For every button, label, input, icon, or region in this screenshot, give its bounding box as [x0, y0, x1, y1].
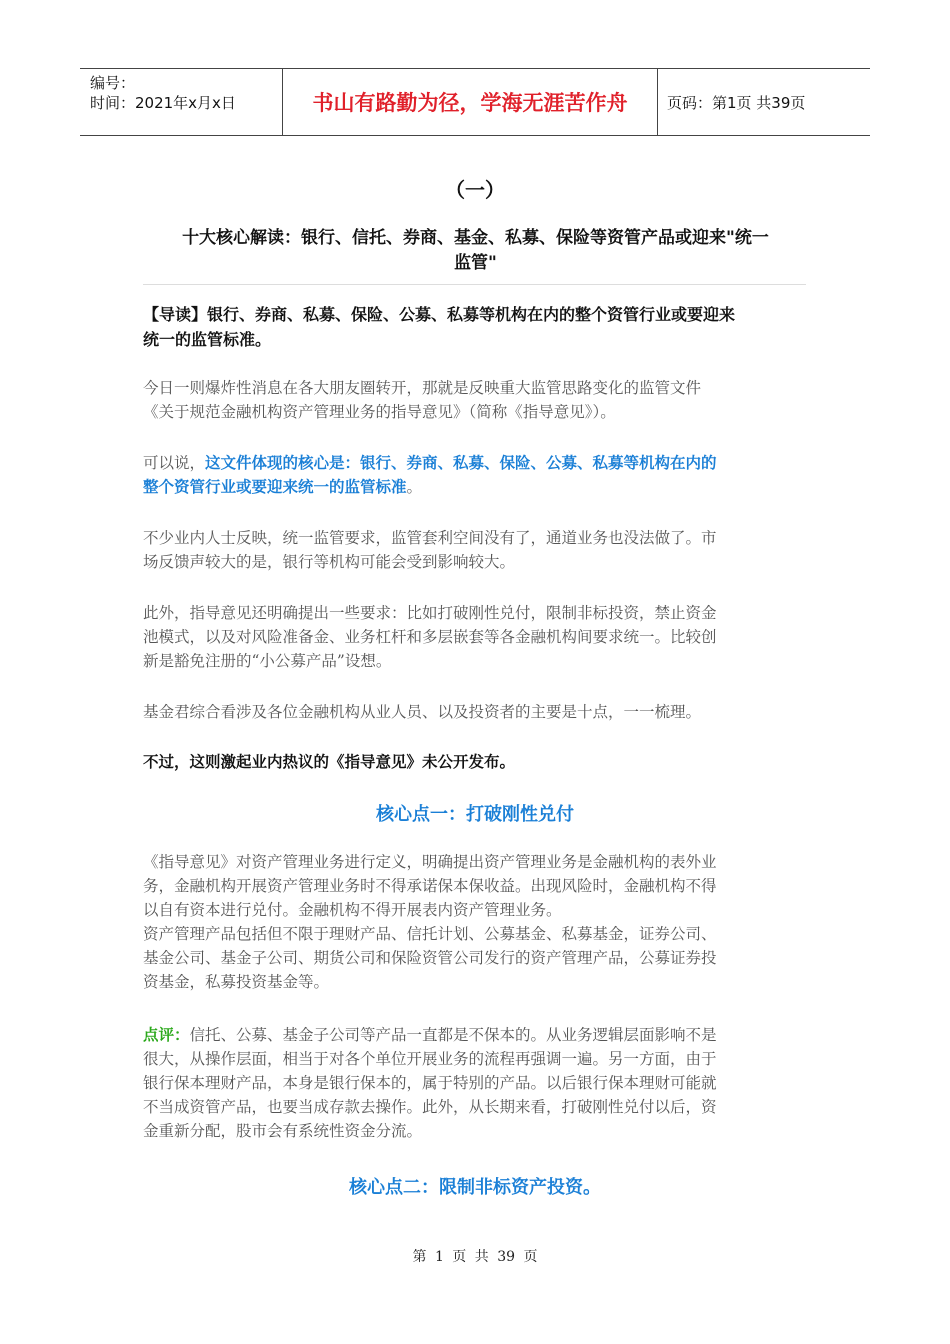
- header-meta: [80, 69, 282, 135]
- p8-line-1: [143, 1023, 808, 1047]
- p8-line-5: 金重新分配，股市会有系统性资金分流。: [143, 1122, 423, 1140]
- title-line-2: 监管": [454, 253, 497, 273]
- p2-highlight-2: 整个资管行业或要迎来统一的监管标准: [143, 478, 407, 496]
- section-label: （一）: [445, 178, 505, 202]
- number-label: 编号：: [90, 74, 136, 92]
- p8-line-4: 不当成资管产品，也要当成存款去操作。此外，从长期来看，打破刚性兑付以后，资: [143, 1098, 717, 1116]
- paragraph-2: [143, 451, 808, 499]
- p1-line-2: 《关于规范金融机构资产管理业务的指导意见》（简称《指导意见》）。: [143, 403, 616, 421]
- lead-line-2: 统一的监管标准。: [143, 330, 272, 349]
- page-header: [80, 68, 870, 136]
- paragraph-7: [143, 850, 808, 994]
- paragraph-4: [143, 601, 808, 673]
- lead-line-1: 【导读】银行、券商、私募、保险、公募、私募等机构在内的整个资管行业或要迎来: [143, 305, 736, 324]
- comment-label: 点评：: [143, 1026, 190, 1044]
- p1-line-1: 今日一则爆炸性消息在各大朋友圈转开，那就是反映重大监管思路变化的监管文件: [143, 379, 702, 397]
- header-motto: 书山有路勤为径，学海无涯苦作舟: [282, 69, 658, 135]
- paragraph-1: [143, 376, 808, 424]
- p4-line-3: 新是豁免注册的“小公募产品”设想。: [143, 652, 392, 670]
- paragraph-8: [143, 1023, 808, 1143]
- p2-suffix: 。: [406, 478, 423, 496]
- p8-line-2: 很大，从操作层面，相当于对各个单位开展业务的流程再强调一遍。另一方面，由于: [143, 1050, 717, 1068]
- p2-line-2: [143, 475, 808, 499]
- page-footer: 第 1 页 共 39 页: [412, 1249, 538, 1265]
- p2-prefix: 可以说，: [143, 454, 206, 472]
- heading-core-point-1: 核心点一：打破刚性兑付: [376, 804, 574, 825]
- paragraph-6: 不过，这则激起业内热议的《指导意见》未公开发布。: [143, 753, 516, 771]
- p4-line-1: 此外，指导意见还明确提出一些要求：比如打破刚性兑付，限制非标投资，禁止资金: [143, 604, 717, 622]
- heading-core-point-2: 核心点二：限制非标资产投资。: [349, 1177, 601, 1198]
- paragraph-5: 基金君综合看涉及各位金融机构从业人员、以及投资者的主要是十点，一一梳理。: [143, 703, 702, 721]
- p7-line-5: 基金公司、基金子公司、期货公司和保险资管公司发行的资产管理产品，公募证券投: [143, 949, 717, 967]
- p7-line-2: 务，金融机构开展资产管理业务时不得承诺保本保收益。出现风险时，金融机构不得: [143, 877, 717, 895]
- p8-line-3: 银行保本理财产品，本身是银行保本的，属于特别的产品。以后银行保本理财可能就: [143, 1074, 717, 1092]
- document-title: [143, 226, 808, 276]
- p3-line-1: 不少业内人士反映，统一监管要求，监管套利空间没有了，通道业务也没法做了。市: [143, 529, 717, 547]
- time-label: 时间：2021年x月x日: [90, 94, 236, 112]
- p7-line-4: 资产管理产品包括但不限于理财产品、信托计划、公募基金、私募基金，证券公司、: [143, 925, 717, 943]
- p8-line-1-text: 信托、公募、基金子公司等产品一直都是不保本的。从业务逻辑层面影响不是: [189, 1026, 717, 1044]
- lead-paragraph: [143, 302, 808, 352]
- p2-line-1: [143, 451, 808, 475]
- title-line-1: 十大核心解读：银行、信托、券商、基金、私募、保险等资管产品或迎来"统一: [182, 228, 769, 248]
- p7-line-6: 资基金，私募投资基金等。: [143, 973, 330, 991]
- p2-highlight-1: 这文件体现的核心是：银行、券商、私募、保险、公募、私募等机构在内的: [205, 454, 717, 472]
- p7-line-3: 以自有资本进行兑付。金融机构不得开展表内资产管理业务。: [143, 901, 562, 919]
- p3-line-2: 场反馈声较大的是，银行等机构可能会受到影响较大。: [143, 553, 516, 571]
- header-page-code: 页码：第1页 共39页: [667, 93, 806, 112]
- p7-line-1: 《指导意见》对资产管理业务进行定义，明确提出资产管理业务是金融机构的表外业: [143, 853, 717, 871]
- paragraph-3: [143, 526, 808, 574]
- title-divider: [143, 284, 806, 285]
- p4-line-2: 池模式，以及对风险准备金、业务杠杆和多层嵌套等各金融机构间要求统一。比较创: [143, 628, 717, 646]
